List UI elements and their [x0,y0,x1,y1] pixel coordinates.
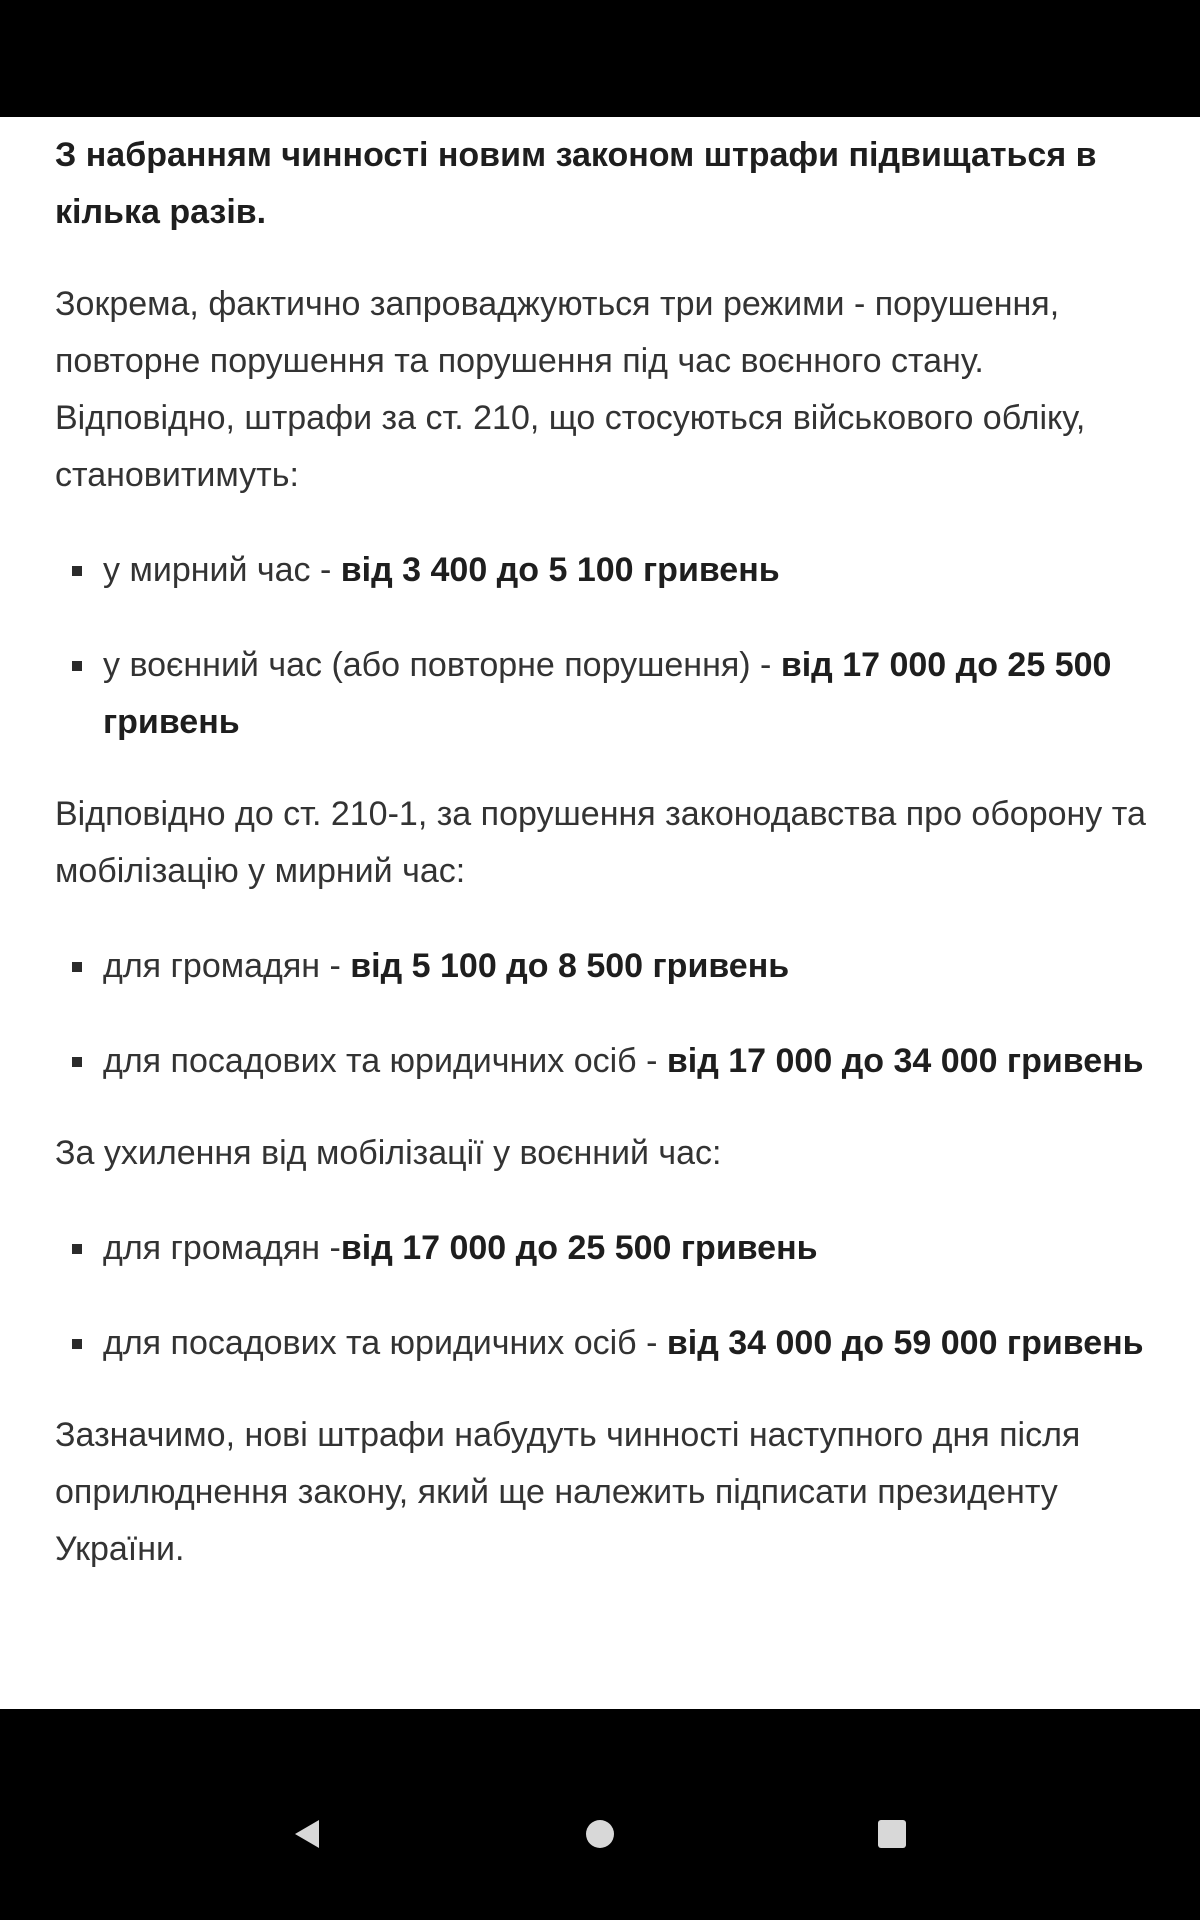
list-item-text: у воєнний час (або повторне порушення) - [103,646,781,684]
list-item-amount: від 3 400 до 5 100 гривень [340,551,780,589]
article-closing: Зазначимо, нові штрафи набудуть чинності наступного дня після оприлюднення закону, який ще належить підписати президенту України. [55,1416,1081,1568]
list-item-amount: від 5 100 до 8 500 гривень [350,947,790,985]
bullet-icon [72,566,82,576]
recents-button[interactable] [862,1804,922,1864]
recents-square-icon [878,1820,906,1848]
home-button[interactable] [570,1804,630,1864]
list-item [55,1315,1160,1372]
list-item [55,1033,1160,1090]
list-item-amount: від 17 000 до 25 500 гривень [340,1229,818,1267]
fines-list-art-210-1 [55,938,1160,1090]
list-item-text: для громадян - [103,1229,341,1267]
article-section-210-1: Відповідно до ст. 210-1, за порушення законодавства про оборону та мобілізацію у мирний час: [55,795,1146,890]
article-intro: Зокрема, фактично запроваджуються три режими - порушення, повторне порушення та порушення під час воєнного стану. Відповідно, штрафи за ст. 210, що стосуються військового обліку, становитимуть: [55,285,1086,494]
bullet-icon [72,962,82,972]
list-item-text: для посадових та юридичних осіб - [103,1324,667,1362]
bullet-icon [72,661,82,671]
list-item [55,938,1160,995]
list-item-amount: від 17 000 до 34 000 гривень [666,1042,1144,1080]
article-lead: З набранням чинності новим законом штрафи підвищаться в кілька разів. [55,136,1097,231]
list-item-amount: від 34 000 до 59 000 гривень [666,1324,1144,1362]
home-circle-icon [586,1820,614,1848]
list-item-text: для громадян - [103,947,351,985]
navigation-bar [0,1709,1200,1920]
list-item [55,637,1160,751]
list-item-text: у мирний час - [103,551,341,589]
fines-list-evasion [55,1220,1160,1372]
article-content [0,117,1200,1709]
status-bar [0,0,1200,117]
bullet-icon [72,1244,82,1254]
back-triangle-icon [295,1820,319,1848]
article-section-evasion: За ухилення від мобілізації у воєнний час: [55,1134,722,1172]
back-button[interactable] [277,1804,337,1864]
list-item-text: для посадових та юридичних осіб - [103,1042,667,1080]
list-item-amount: від 17 000 до 25 500 гривень [103,646,1112,741]
fines-list-art-210 [55,542,1160,751]
bullet-icon [72,1339,82,1349]
list-item [55,1220,1160,1277]
bullet-icon [72,1057,82,1067]
list-item [55,542,1160,599]
